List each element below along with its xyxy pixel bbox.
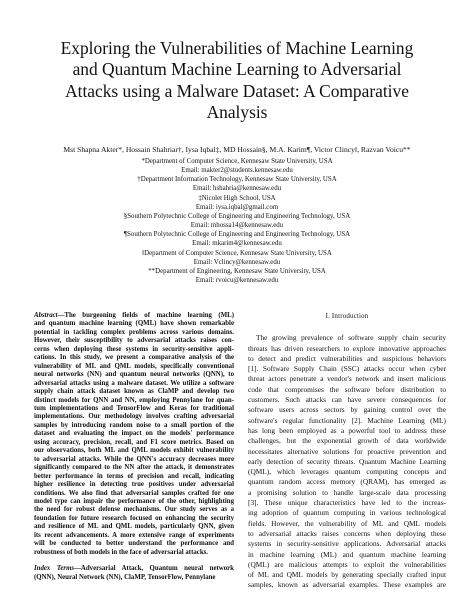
intro-line: of ML and QML models by generating specially crafted input: [248, 570, 446, 580]
affiliation-email: Email: iysa.iqbal@gmail.com: [195, 203, 279, 211]
affiliation-line: ¶Southern Polytechnic College of Engineering and Engineering Technology, USA: [123, 231, 351, 239]
abstract-line: tum implementations and TensorFlow and Keras for traditional: [34, 404, 234, 412]
section-heading: I. Introduction: [325, 313, 369, 320]
title-line: and Quantum Machine Learning to Adversarial: [72, 59, 402, 80]
intro-line: ing adoption of quantum computing in various technological: [248, 508, 446, 518]
intro-line: software's regular functionality [2]. Machine Learning (ML): [248, 415, 446, 425]
intro-line: (QML) are malicious attempts to exploit the vulnerabilities: [248, 559, 446, 569]
abstract-line: using accuracy, precision, recall, and F1 score metrics. Based on: [34, 438, 234, 446]
index-terms-line: [34, 565, 234, 573]
intro-line: necessitates alternative solutions for proactive prevention and: [248, 446, 446, 456]
intro-line: early detection of security threats. Quantum Machine Learning: [248, 456, 446, 466]
abstract-line: cerns when deploying these systems in security-sensitive appli-: [34, 345, 234, 353]
affiliation-line: ‡Nicolet High School, USA: [198, 194, 276, 202]
paper-title: [28, 38, 446, 124]
intro-line: [1]. Software Supply Chain (SSC) attacks occur when cyber: [248, 364, 446, 374]
index-terms-label: Index Terms: [34, 565, 75, 573]
affiliation-email: Email: hshahria@kennesaw.edu: [192, 185, 282, 193]
affiliation-email: Email: mhossa14@kennesaw.edu: [190, 222, 284, 230]
abstract-line: the need for robust defense mechanisms. Our study serves as a: [34, 506, 234, 514]
title-line: Exploring the Vulnerabilities of Machine Learning: [60, 38, 414, 58]
intro-line: customers. Such attacks can have severe consequences for: [248, 395, 446, 405]
intro-line: a promising solution to handle large-scale data processing: [248, 487, 446, 497]
abstract-line: to adversarial attacks. While the QNN's accuracy decreases more: [34, 455, 234, 463]
abstract-line: better performance in terms of precision and recall, indicating: [34, 472, 234, 480]
intro-line: to adversarial attacks raises concerns when deploying these: [248, 528, 446, 538]
affiliation-line: ‖Department of Computer Science, Kennesaw State University, USA: [142, 249, 332, 257]
abstract-label: Abstract: [34, 312, 58, 319]
affiliation-line: **Department of Engineering, Kennesaw State University, USA: [148, 267, 326, 275]
intro-line: threats has driven researchers to explore innovative approaches: [248, 343, 446, 353]
intro-line: threat actors penetrate a vendor's network and insert malicious: [248, 374, 446, 384]
intro-line: code that compromises the software before distribution to: [248, 384, 446, 394]
affiliation-email: Email: mkarim4@kennesaw.edu: [192, 240, 282, 248]
abstract-line: adversarial attacks using a malware dataset. We utilize a software: [34, 379, 234, 387]
abstract-text: —The burgeoning fields of machine learning (ML): [57, 312, 234, 319]
intro-line: fields. However, the vulnerability of ML and QML models: [248, 518, 446, 528]
intro-line: (QML), which leverages quantum computing concepts and: [248, 467, 446, 477]
intro-line: The growing prevalence of software supply chain security: [256, 333, 446, 343]
intro-line: software users across sectors by gaining control over the: [248, 405, 446, 415]
affiliation-line: †Department Information Technology, Kennesaw State University, USA: [137, 176, 337, 184]
abstract-line: our observations, both ML and QML models exhibit vulnerability: [34, 447, 234, 455]
abstract-line: implementations. Our methodology involves crafting adversarial: [34, 413, 234, 421]
abstract-line: vulnerability of ML and QML models, specifically conventional: [34, 362, 234, 370]
title-line: Analysis: [206, 102, 268, 123]
introduction-column: [248, 312, 446, 591]
affiliation-email: Email: makter2@students.kennesaw.edu: [181, 167, 293, 175]
intro-line: has long been employed as a powerful tool to address these: [248, 425, 446, 435]
abstract-line: samples by introducing random noise to a small portion of the: [34, 421, 234, 429]
abstract-line: neural networks (NN) and quantum neural networks (QNN), to: [34, 371, 234, 379]
abstract-line: potential in tackling complex problems across various domains.: [34, 328, 234, 336]
abstract-line: higher resilience in detecting true positives under adversarial: [34, 481, 234, 489]
abstract-line: cations. In this study, we present a comparative analysis of the: [34, 354, 234, 362]
abstract-line: distinct models for QNN and NN, employing Pennylane for quan-: [34, 396, 234, 404]
intro-line: challenges, but the exponential growth of data worldwide: [248, 436, 446, 446]
affiliation-line: §Southern Polytechnic College of Engineering and Engineering Technology, USA: [123, 212, 351, 220]
abstract-line: dataset and evaluating the impact on the models' performance: [34, 430, 234, 438]
abstract-line: its recent advancements. A more extensive range of experiments: [34, 531, 234, 539]
abstract-line: significantly compared to the NN after the attack, it demonstrates: [34, 464, 234, 472]
affiliation-email: Email: rvoicu@kennesaw.edu: [195, 277, 279, 285]
intro-line: to detect and predict vulnerabilities and suspicious behaviors: [248, 353, 446, 363]
intro-line: [3]. These unique characteristics have led to the increas-: [248, 498, 446, 508]
intro-line: samples, known as adversarial examples. These examples are: [248, 580, 446, 590]
abstract-line: However, their susceptibility to adversarial attacks raises con-: [34, 337, 234, 345]
abstract-line: and resilience of ML and QML models, particularly QNN, given: [34, 523, 234, 531]
title-line: Attacks using a Malware Dataset: A Comparative: [65, 80, 409, 101]
abstract-line: and quantum machine learning (QML) have shown remarkable: [34, 320, 234, 328]
intro-line: systems in security-sensitive applications. Adversarial attacks: [248, 539, 446, 549]
abstract-line: [34, 312, 234, 320]
index-terms-line: (QNN), Neural Network (NN), ClaMP, TensorFlow, Pennylane: [34, 573, 216, 581]
abstract-line: robustness of both models in the face of adversarial attacks.: [34, 548, 209, 556]
abstract-line: model type can impair the performance of the other, highlighting: [34, 497, 234, 505]
abstract-line: conditions. We also find that adversarial samples crafted for one: [34, 489, 234, 497]
abstract-line: foundation for future research focused on enhancing the security: [34, 514, 234, 522]
abstract-column: [34, 312, 234, 582]
intro-line: quantum random access memory (QRAM), has emerged as: [248, 477, 446, 487]
affiliation-email: Email: Vclincy@kennesaw.edu: [193, 258, 281, 266]
affiliation-line: *Department of Computer Science, Kennesaw State University, USA: [141, 158, 333, 165]
author-list: Mst Shapna Akter*, Hossain Shahriar†, Iysa Iqbal‡, MD Hossain§, M.A. Karim¶, Victor Clincy‖, Razvan Voicu**: [63, 145, 411, 154]
index-terms-text: —Adversarial Attack, Quantum neural network: [74, 565, 234, 573]
intro-line: in machine learning (ML) and quantum machine learning: [248, 549, 446, 559]
abstract-line: supply chain attack dataset known as ClaMP and develop two: [34, 388, 234, 396]
abstract-line: will be conducted to better understand the performance and: [34, 540, 234, 548]
affiliations: [40, 157, 434, 285]
